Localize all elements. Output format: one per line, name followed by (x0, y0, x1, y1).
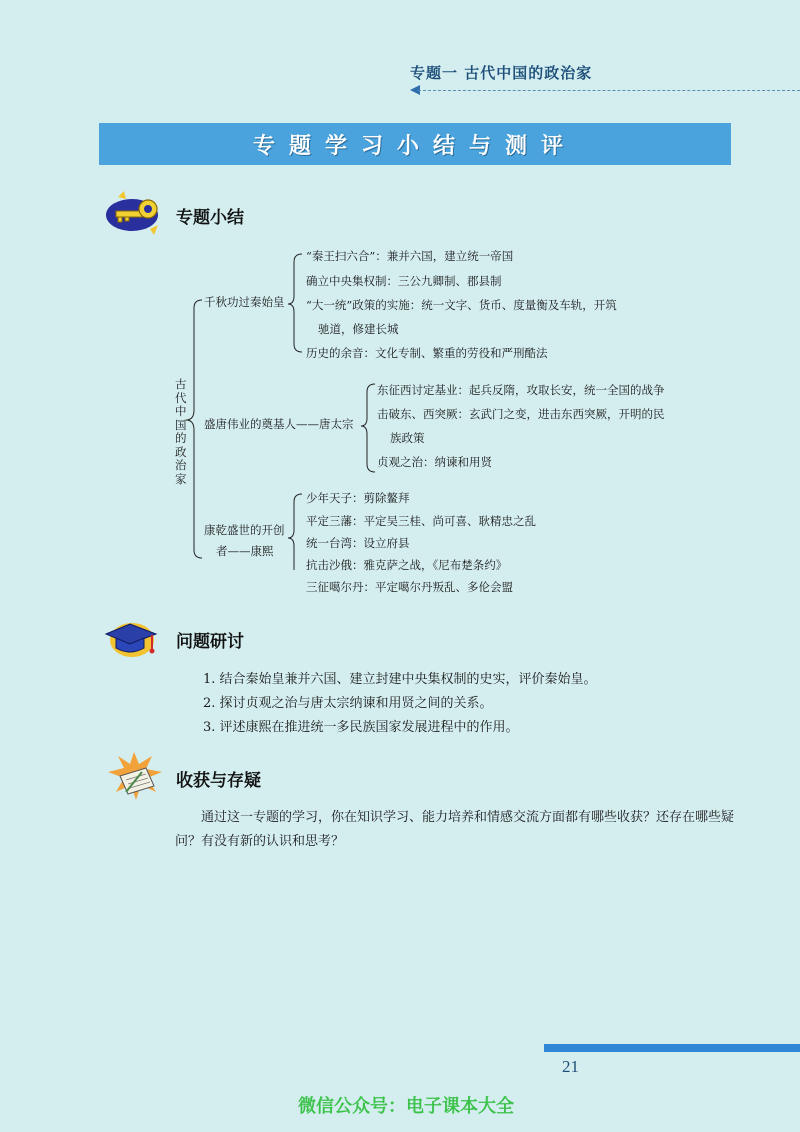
mindmap-item: “秦王扫六合”：兼并六国，建立统一帝国 (306, 249, 514, 263)
mindmap-branch-qin: 千秋功过秦始皇 (204, 295, 285, 309)
question-item: 3. 评述康熙在推进统一多民族国家发展进程中的作用。 (203, 720, 519, 735)
section-heading-summary: 专题小结 (176, 208, 244, 228)
reflection-paragraph: 通过这一专题的学习，你在知识学习、能力培养和情感交流方面都有哪些收获？还存在哪些疑问？有没有新的认识和思考？ (175, 810, 735, 849)
mindmap-item: 三征噶尔丹：平定噶尔丹叛乱、多伦会盟 (306, 580, 513, 594)
notebook-icon (106, 750, 164, 798)
title-banner (99, 123, 731, 165)
mindmap-branch-kangxi-line2: 者——康熙 (216, 544, 274, 558)
mindmap-root: 古代中国的政治家 (175, 377, 187, 486)
section-heading-reflection: 收获与存疑 (176, 771, 261, 791)
running-head: 专题一 古代中国的政治家 (410, 64, 593, 82)
graduation-cap-icon (102, 614, 160, 662)
question-item: 2. 探讨贞观之治与唐太宗纳谏和用贤之间的关系。 (203, 696, 493, 711)
page-title: 专题学习小结与测评 (252, 133, 577, 159)
question-item: 1. 结合秦始皇兼并六国、建立封建中央集权制的史实，评价秦始皇。 (203, 672, 597, 687)
mindmap-item: “大一统”政策的实施：统一文字、货币、度量衡及车轨，开筑 (306, 298, 617, 312)
mindmap-item: 确立中央集权制：三公九卿制、郡县制 (306, 274, 502, 288)
footer-bar (544, 1044, 800, 1052)
mindmap-branch-kangxi-line1: 康乾盛世的开创 (204, 523, 285, 537)
mindmap-item: 统一台湾：设立府县 (306, 536, 410, 550)
key-icon (104, 189, 162, 237)
mindmap-item: 抗击沙俄：雅克萨之战，《尼布楚条约》 (306, 558, 508, 572)
mindmap-item: 击破东、西突厥：玄武门之变，进击东西突厥，开明的民 (377, 407, 665, 421)
header-dashed-rule (418, 90, 800, 91)
mindmap-item: 历史的余音：文化专制、繁重的劳役和严刑酷法 (306, 346, 548, 360)
mindmap-item: 少年天子：剪除鳌拜 (306, 491, 410, 505)
page-number: 21 (562, 1057, 579, 1076)
section-heading-questions: 问题研讨 (176, 632, 244, 652)
mindmap-item: 族政策 (390, 431, 425, 445)
mindmap-branch-tang: 盛唐伟业的奠基人——唐太宗 (204, 417, 354, 431)
mindmap-item: 驰道，修建长城 (318, 322, 399, 336)
mindmap-item: 平定三藩：平定吴三桂、尚可喜、耿精忠之乱 (306, 514, 536, 528)
mindmap-item: 东征西讨定基业：起兵反隋，攻取长安，统一全国的战争 (377, 383, 665, 397)
watermark: 微信公众号：电子课本大全 (298, 1096, 514, 1117)
mindmap-item: 贞观之治：纳谏和用贤 (377, 455, 492, 469)
